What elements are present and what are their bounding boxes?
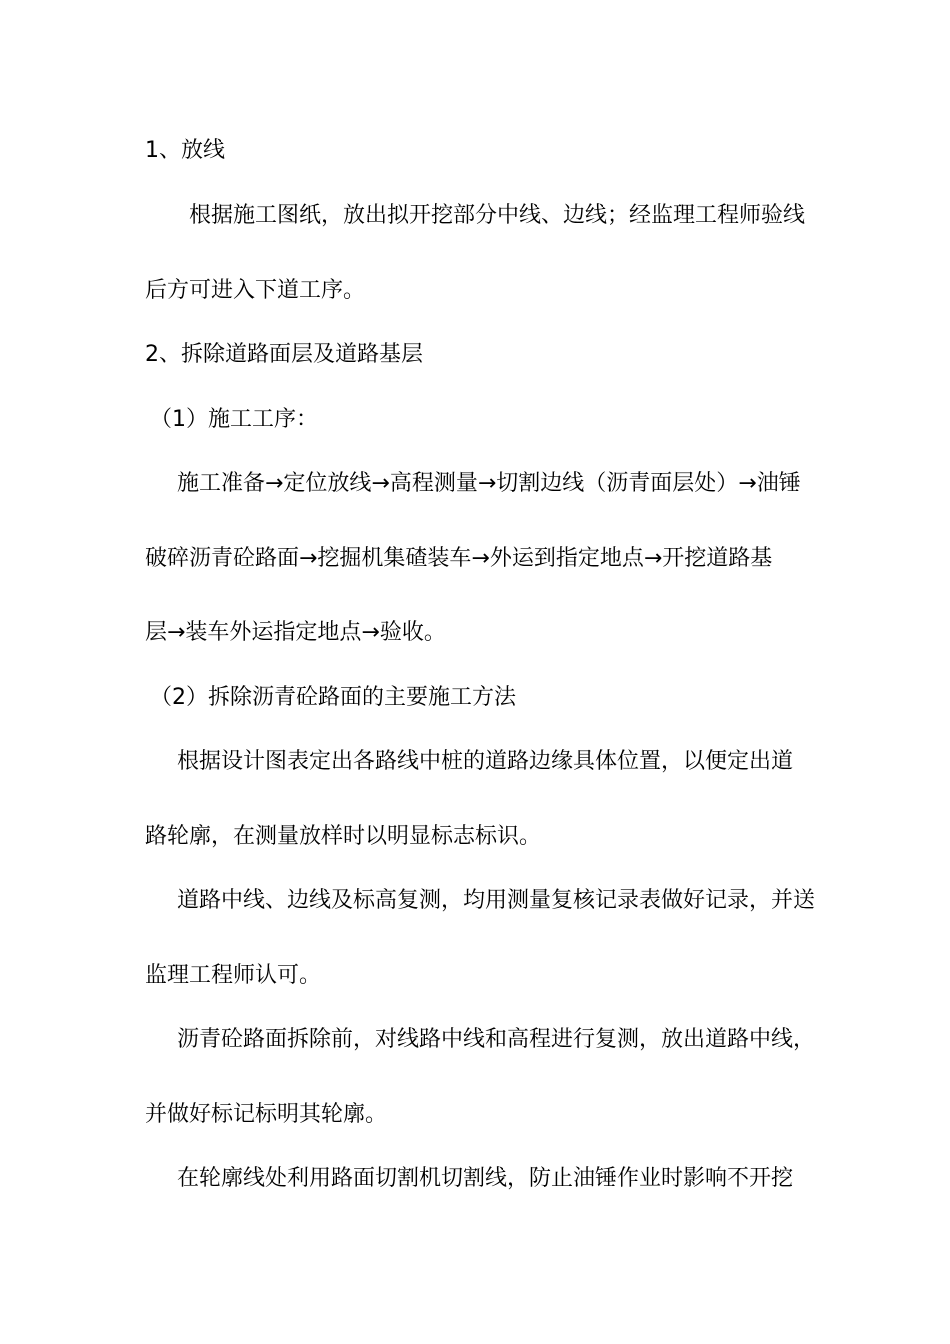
paragraph-line: 道路中线、边线及标高复测，均用测量复核记录表做好记录，并送	[177, 888, 816, 913]
paragraph-line: 后方可进入下道工序。	[145, 278, 366, 303]
paragraph-line: 监理工程师认可。	[145, 963, 322, 988]
paragraph-line: 根据设计图表定出各路线中桩的道路边缘具体位置，以便定出道	[177, 749, 794, 774]
paragraph-line: 根据施工图纸，放出拟开挖部分中线、边线；经监理工程师验线	[189, 203, 806, 228]
paragraph-line: 施工准备→定位放线→高程测量→切割边线（沥青面层处）→油锤	[177, 471, 801, 496]
paragraph-line: 并做好标记标明其轮廓。	[145, 1102, 388, 1127]
section-heading-2: 2、拆除道路面层及道路基层	[145, 342, 423, 367]
section-heading-1: 1、放线	[145, 138, 225, 163]
paragraph-line: 沥青砼路面拆除前，对线路中线和高程进行复测，放出道路中线，	[177, 1027, 816, 1052]
paragraph-line: 路轮廓，在测量放样时以明显标志标识。	[145, 824, 542, 849]
paragraph-line: 在轮廓线处利用路面切割机切割线，防止油锤作业时影响不开挖	[177, 1166, 794, 1191]
subsection-heading-1: （1）施工工序：	[150, 407, 318, 432]
paragraph-line: 层→装车外运指定地点→验收。	[145, 620, 446, 645]
subsection-heading-2: （2）拆除沥青砼路面的主要施工方法	[150, 685, 516, 710]
paragraph-line: 破碎沥青砼路面→挖掘机集碴装车→外运到指定地点→开挖道路基	[145, 546, 773, 571]
